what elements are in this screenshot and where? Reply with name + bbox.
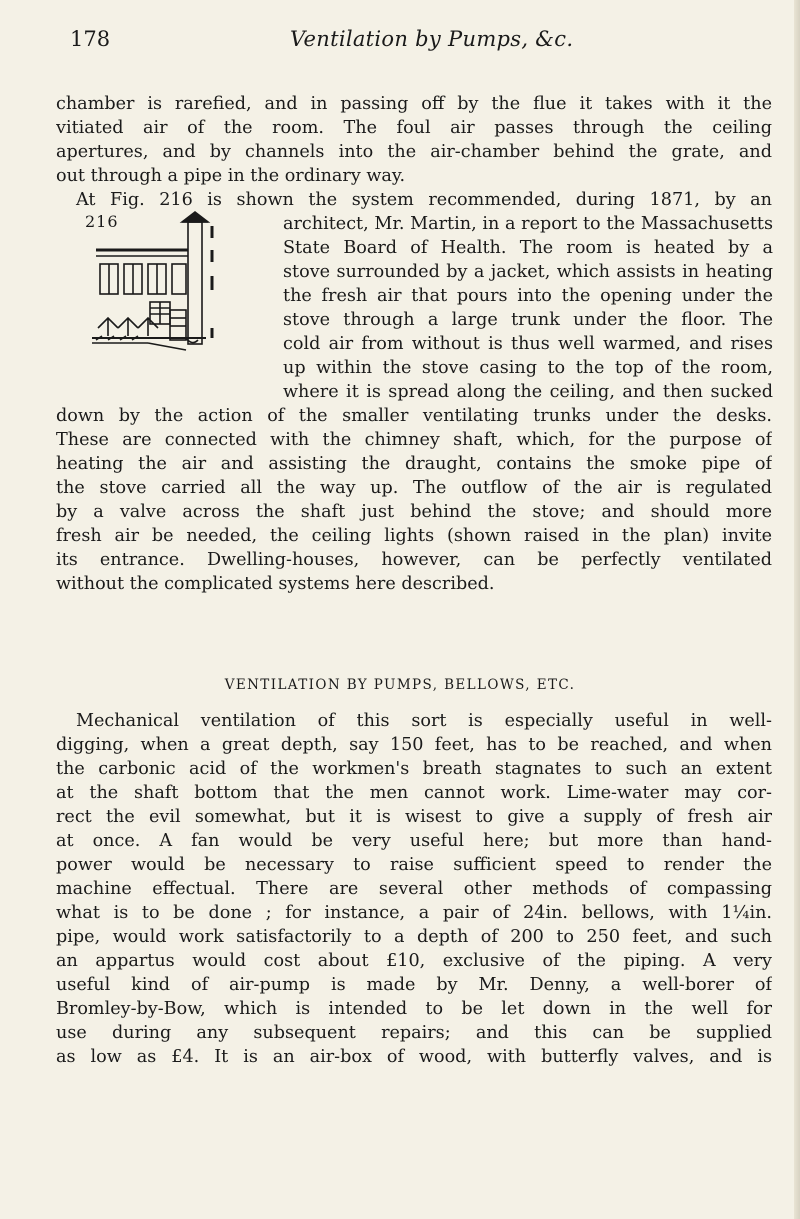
text-line: cold air from without is thus well warmed, and rises	[283, 334, 773, 354]
text-line: use during any subsequent repairs; and this can be supplied	[56, 1023, 772, 1043]
text-line: These are connected with the chimney shaft, which, for the purpose of	[56, 430, 772, 450]
text-line: as low as £4. It is an air-box of wood, with butterfly valves, and is	[56, 1047, 772, 1067]
text-line: apertures, and by channels into the air-chamber behind the grate, and	[56, 142, 772, 162]
text-line: at once. A fan would be very useful here; but more than hand-	[56, 831, 772, 851]
text-line: power would be necessary to raise sufficient speed to render the	[56, 855, 772, 875]
text-line: heating the air and assisting the draught, contains the smoke pipe of	[56, 454, 772, 474]
page-number: 178	[70, 27, 111, 51]
text-line: out through a pipe in the ordinary way.	[56, 166, 406, 186]
text-line: where it is spread along the ceiling, and then sucked	[283, 382, 773, 402]
paragraph-4	[56, 709, 772, 1069]
text-line: up within the stove casing to the top of the room,	[283, 358, 773, 378]
text-line: pipe, would work satisfactorily to a depth of 200 to 250 feet, and such	[56, 927, 772, 947]
running-title: Ventilation by Pumps, &c.	[290, 27, 574, 51]
section-heading: VENTILATION BY PUMPS, BELLOWS, ETC.	[224, 677, 576, 693]
page-header	[70, 24, 770, 54]
text-line: the carbonic acid of the workmen's breath stagnates to such an extent	[56, 759, 772, 779]
text-line: without the complicated systems here described.	[56, 574, 495, 594]
text-line: useful kind of air-pump is made by Mr. Denny, a well-borer of	[56, 975, 772, 995]
text-line: vitiated air of the room. The foul air passes through the ceiling	[56, 118, 772, 138]
stove-ventilation-diagram-icon	[78, 210, 278, 360]
paragraph-1	[56, 92, 772, 188]
text-line: At Fig. 216 is shown the system recommended, during 1871, by an	[76, 190, 772, 210]
text-line: Bromley-by-Bow, which is intended to be let down in the well for	[56, 999, 772, 1019]
text-line: an appartus would cost about £10, exclusive of the piping. A very	[56, 951, 772, 971]
text-line: digging, when a great depth, say 150 feet, has to be reached, and when	[56, 735, 772, 755]
text-line: stove surrounded by a jacket, which assists in heating	[283, 262, 773, 282]
text-line: down by the action of the smaller ventilating trunks under the desks.	[56, 406, 772, 426]
text-line: at the shaft bottom that the men cannot work. Lime-water may cor-	[56, 783, 772, 803]
text-line: architect, Mr. Martin, in a report to the Massachusetts	[283, 214, 773, 234]
text-line: by a valve across the shaft just behind the stove; and should more	[56, 502, 772, 522]
text-line: fresh air be needed, the ceiling lights (shown raised in the plan) invite	[56, 526, 772, 546]
text-line: its entrance. Dwelling-houses, however, can be perfectly ventilated	[56, 550, 772, 570]
text-line: machine effectual. There are several other methods of compassing	[56, 879, 772, 899]
paragraph-3	[56, 404, 772, 596]
text-line: what is to be done ; for instance, a pair of 24in. bellows, with 1¼in.	[56, 903, 772, 923]
text-line: stove through a large trunk under the floor. The	[283, 310, 773, 330]
text-line: State Board of Health. The room is heated by a	[283, 238, 773, 258]
text-line: the stove carried all the way up. The outflow of the air is regulated	[56, 478, 772, 498]
text-line: rect the evil somewhat, but it is wisest to give a supply of fresh air	[56, 807, 772, 827]
text-line: chamber is rarefied, and in passing off by the flue it takes with it the	[56, 94, 772, 114]
figure-number: 216	[85, 212, 119, 231]
figure-216	[78, 210, 278, 370]
text-line: Mechanical ventilation of this sort is especially useful in well-	[76, 711, 772, 731]
page-edge	[794, 0, 800, 1219]
text-line: the fresh air that pours into the opening under the	[283, 286, 773, 306]
paragraph-2-first-line	[76, 188, 772, 212]
paragraph-2	[283, 212, 773, 404]
